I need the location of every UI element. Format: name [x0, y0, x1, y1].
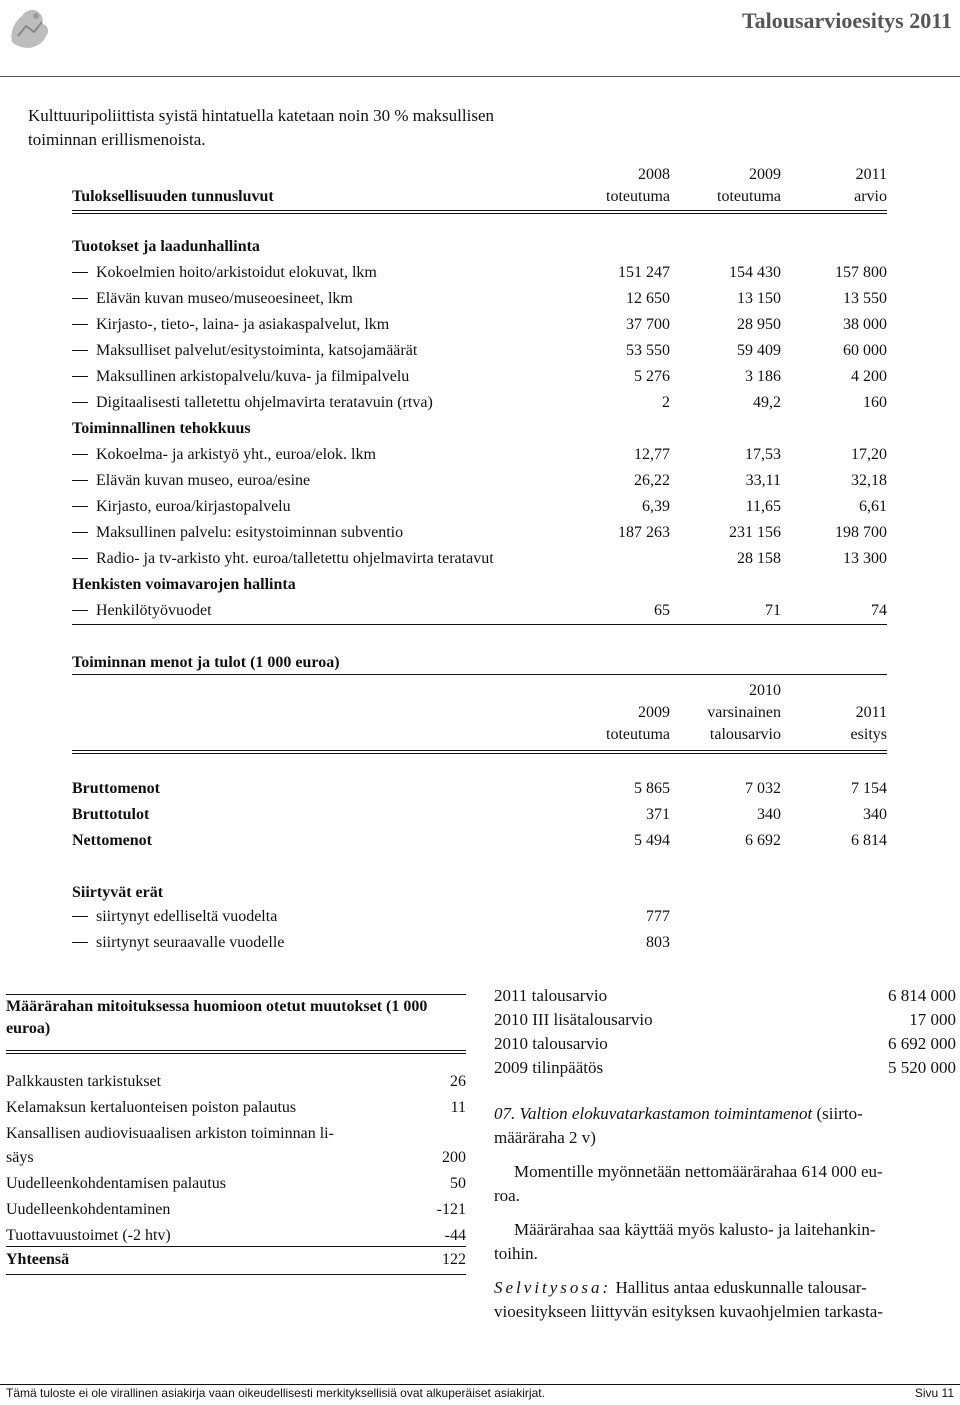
budget-row [494, 984, 956, 1008]
dash-marker [72, 298, 88, 299]
perf-row-value: 157 800 [835, 264, 887, 281]
item-p1-line2: roa. [494, 1186, 520, 1205]
perf-row-value: 187 263 [618, 524, 670, 541]
perf-col2-year: 2009 [749, 166, 781, 183]
change-row-label: Kansallisen audiovisuaalisen arkiston toiminnan li- [6, 1125, 334, 1142]
transfer-row [72, 930, 887, 956]
ops-row-value: 7 032 [745, 780, 781, 797]
item-paragraph-2 [494, 1218, 956, 1266]
perf-row-label-text: Maksulliset palvelut/esitystoiminta, katsojamäärät [96, 342, 418, 359]
perf-row-label [72, 520, 403, 546]
perf-row-value: 160 [863, 394, 887, 411]
perf-row-label-text: Kirjasto-, tieto-, laina- ja asiakaspalvelut, lkm [96, 316, 390, 333]
perf-row-value: 59 409 [737, 342, 781, 359]
budget-row-label: 2009 tilinpäätös [494, 1058, 604, 1077]
dash-marker [72, 480, 88, 481]
item-p3-label: Selvitysosa: [494, 1278, 612, 1297]
ops-row [72, 828, 887, 854]
perf-row-label [72, 234, 260, 260]
change-row [6, 1198, 466, 1222]
change-row-label: Uudelleenkohdentaminen [6, 1201, 171, 1218]
perf-row [72, 520, 887, 546]
perf-row [72, 338, 887, 364]
budget-row [494, 1032, 956, 1056]
change-row-label: Tuottavuustoimet (-2 htv) [6, 1227, 171, 1244]
changes-total-value: 122 [442, 1251, 466, 1268]
perf-row-value: 4 200 [851, 368, 887, 385]
item-paragraph-1 [494, 1160, 956, 1208]
perf-row-value: 13 150 [737, 290, 781, 307]
dash-marker [72, 350, 88, 351]
perf-row-value: 3 186 [745, 368, 781, 385]
perf-row-label [72, 442, 376, 468]
budget-row-label: 2010 talousarvio [494, 1034, 608, 1053]
perf-row-label-text: Elävän kuvan museo, euroa/esine [96, 472, 311, 489]
perf-header-rule-2 [72, 213, 887, 214]
item-p3-line2: vioesitykseen liittyvän esityksen kuvaohjelmien tarkasta- [494, 1302, 884, 1321]
transfers-title: Siirtyvät erät [72, 884, 164, 901]
ops-title-rule [72, 674, 887, 675]
ops-row [72, 776, 887, 802]
change-row-value: -44 [444, 1227, 466, 1244]
ops-row-label: Bruttotulot [72, 806, 150, 823]
perf-row-value: 2 [662, 394, 670, 411]
ops-header-rule [72, 750, 887, 751]
perf-row [72, 260, 887, 286]
transfer-row-label [72, 930, 284, 956]
perf-col1-year: 2008 [638, 166, 670, 183]
perf-row-value: 151 247 [618, 264, 670, 281]
dash-marker [72, 916, 88, 917]
transfer-rows [72, 904, 887, 956]
change-row-label: Kelamaksun kertaluonteisen poiston palautus [6, 1099, 297, 1116]
ops-col2-type2: talousarvio [709, 726, 781, 743]
perf-row-value: 17,53 [745, 446, 781, 463]
change-row [6, 1224, 466, 1248]
perf-row-value: 71 [765, 602, 781, 619]
perf-row [72, 494, 887, 520]
ops-col3-year: 2011 [855, 704, 887, 721]
dash-marker [72, 402, 88, 403]
changes-total-rule [6, 1246, 466, 1247]
perf-row-label-text: Digitaalisesti talletettu ohjelmavirta teratavuin (rtva) [96, 394, 433, 411]
perf-row-label-text: Kokoelmien hoito/arkistoidut elokuvat, lkm [96, 264, 377, 281]
perf-row-value: 5 276 [634, 368, 670, 385]
header-divider [0, 76, 960, 77]
item-heading-type-cont: määräraha 2 v) [494, 1128, 596, 1147]
perf-row-value: 17,20 [851, 446, 887, 463]
perf-row-label-text: Elävän kuvan museo/museoesineet, lkm [96, 290, 353, 307]
change-row [6, 1122, 466, 1170]
transfer-row-label-text: siirtynyt seuraavalle vuodelle [96, 934, 285, 951]
changes-header-rule-2 [6, 1053, 466, 1054]
perf-row-value: 33,11 [745, 472, 781, 489]
change-row-value: 50 [450, 1175, 466, 1192]
change-row [6, 1070, 466, 1094]
perf-col3-type: arvio [854, 188, 887, 205]
perf-row-value: 231 156 [729, 524, 781, 541]
ops-row-value: 5 494 [634, 832, 670, 849]
perf-col1-type: toteutuma [606, 188, 670, 205]
item-p3-line1: Hallitus antaa eduskunnalle talousar- [611, 1278, 867, 1297]
perf-row-value: 53 550 [626, 342, 670, 359]
ops-row [72, 802, 887, 828]
perf-row [72, 442, 887, 468]
ops-row-label: Bruttomenot [72, 780, 160, 797]
budget-row-label: 2011 talousarvio [494, 986, 608, 1005]
perf-row-label-text: Kokoelma- ja arkistyö yht., euroa/elok. lkm [96, 446, 376, 463]
ops-rows [72, 776, 887, 854]
change-row [6, 1172, 466, 1196]
ops-col2-type: varsinainen [707, 704, 781, 721]
lion-coat-of-arms-icon [4, 2, 56, 54]
perf-row-value: 12 650 [626, 290, 670, 307]
ops-row-value: 6 692 [745, 832, 781, 849]
ops-row-value: 6 814 [851, 832, 887, 849]
perf-row-value: 11,65 [745, 498, 781, 515]
perf-row-label-text: Maksullinen palvelu: esitystoiminnan subventio [96, 524, 404, 541]
change-row-value: -121 [436, 1201, 466, 1218]
budget-row-value: 5 520 000 [888, 1058, 956, 1077]
footer-note: Tämä tuloste ei ole virallinen asiakirja vaan oikeudellisesti merkityksellisiä ovat alkuperäiset asiakirjat. [6, 1386, 545, 1400]
perf-bottom-rule [72, 624, 887, 625]
transfer-row-label-text: siirtynyt edelliseltä vuodelta [96, 908, 278, 925]
perf-row-label [72, 546, 494, 572]
perf-row-label [72, 364, 409, 390]
perf-row-value: 154 430 [729, 264, 781, 281]
changes-total-label: Yhteensä [6, 1251, 70, 1268]
perf-row-value: 28 950 [737, 316, 781, 333]
changes-title: Määrärahan mitoituksessa huomioon otetut muutokset (1 000 euroa) [6, 998, 428, 1037]
perf-row-value: 26,22 [634, 472, 670, 489]
change-row-label: Uudelleenkohdentamisen palautus [6, 1175, 226, 1192]
perf-row-label [72, 572, 296, 598]
dash-marker [72, 558, 88, 559]
perf-row-value: 37 700 [626, 316, 670, 333]
perf-row-label-text: Toiminnallinen tehokkuus [72, 420, 251, 437]
perf-row-value: 12,77 [634, 446, 670, 463]
perf-row-label [72, 494, 291, 520]
perf-row-label [72, 598, 212, 624]
perf-row [72, 468, 887, 494]
dash-marker [72, 324, 88, 325]
ops-row-value: 340 [863, 806, 887, 823]
ops-col1-year: 2009 [638, 704, 670, 721]
perf-header-rule [72, 210, 887, 211]
perf-row-label [72, 390, 433, 416]
perf-row-label [72, 286, 353, 312]
budget-row-value: 17 000 [909, 1010, 956, 1029]
perf-row-value: 74 [871, 602, 887, 619]
ops-row-value: 371 [646, 806, 670, 823]
perf-row-label-text: Henkilötyövuodet [96, 602, 212, 619]
dash-marker [72, 272, 88, 273]
perf-row [72, 234, 887, 260]
dash-marker [72, 942, 88, 943]
item-heading-type: (siirto- [812, 1104, 863, 1123]
changes-header-rule [6, 1050, 466, 1051]
perf-row [72, 598, 887, 624]
budget-row-value: 6 814 000 [888, 986, 956, 1005]
change-row [6, 1096, 466, 1120]
item-p2-line2: toihin. [494, 1244, 538, 1263]
perf-row-label-text: Kirjasto, euroa/kirjastopalvelu [96, 498, 291, 515]
perf-row [72, 312, 887, 338]
transfer-row-value: 777 [646, 908, 670, 925]
perf-table-title: Tuloksellisuuden tunnusluvut [72, 188, 274, 205]
ops-row-value: 7 154 [851, 780, 887, 797]
change-row-label: Palkkausten tarkistukset [6, 1073, 162, 1090]
dash-marker [72, 610, 88, 611]
document-title: Talousarvioesitys 2011 [741, 8, 952, 33]
transfer-row [72, 904, 887, 930]
budget-row-value: 6 692 000 [888, 1034, 956, 1053]
changes-bottom-rule [6, 1274, 466, 1275]
item-paragraph-3 [494, 1276, 956, 1324]
perf-row-label-text: Maksullinen arkistopalvelu/kuva- ja filmipalvelu [96, 368, 410, 385]
item-p1-line1: Momentille myönnetään nettomäärärahaa 614 000 eu- [514, 1162, 883, 1181]
perf-col2-type: toteutuma [717, 188, 781, 205]
item-heading [494, 1102, 956, 1150]
changes-total-row [6, 1248, 466, 1272]
dash-marker [72, 532, 88, 533]
ops-col1-type: toteutuma [606, 726, 670, 743]
perf-row-label-text: Tuotokset ja laadunhallinta [72, 238, 260, 255]
page-number: Sivu 11 [914, 1386, 954, 1400]
perf-row-label [72, 468, 310, 494]
perf-row [72, 364, 887, 390]
perf-row-label [72, 416, 251, 442]
perf-row-label [72, 312, 389, 338]
perf-row-value: 6,39 [642, 498, 670, 515]
perf-row-value: 6,61 [859, 498, 887, 515]
perf-row-label [72, 260, 377, 286]
perf-row [72, 546, 887, 572]
footer-divider [0, 1384, 960, 1385]
intro-paragraph: Kulttuuripoliittista syistä hintatuella katetaan noin 30 % maksullisen toiminnan erillismenoista. [28, 106, 495, 149]
perf-row-label-text: Radio- ja tv-arkisto yht. euroa/talletettu ohjelmavirta teratavut [96, 550, 494, 567]
perf-row [72, 286, 887, 312]
ops-col3-type: esitys [850, 726, 887, 743]
perf-row-value: 38 000 [843, 316, 887, 333]
perf-row-value: 13 550 [843, 290, 887, 307]
ops-row-value: 5 865 [634, 780, 670, 797]
perf-row-value: 198 700 [835, 524, 887, 541]
item-p2-line1: Määrärahaa saa käyttää myös kalusto- ja laitehankin- [514, 1220, 876, 1239]
dash-marker [72, 454, 88, 455]
perf-row-value: 65 [654, 602, 670, 619]
ops-row-value: 340 [757, 806, 781, 823]
ops-col2-year: 2010 [749, 682, 781, 699]
budget-row [494, 1008, 956, 1032]
perf-row-label [72, 338, 417, 364]
dash-marker [72, 506, 88, 507]
perf-row-label-text: Henkisten voimavarojen hallinta [72, 576, 296, 593]
perf-row [72, 416, 887, 442]
budget-row [494, 1056, 956, 1080]
perf-row-value: 28 158 [737, 550, 781, 567]
change-row-value: 26 [450, 1073, 466, 1090]
transfer-row-value: 803 [646, 934, 670, 951]
change-row-label-cont: säys [6, 1149, 34, 1166]
ops-table-title: Toiminnan menot ja tulot (1 000 euroa) [72, 654, 340, 671]
perf-row-value: 60 000 [843, 342, 887, 359]
ops-header-rule-2 [72, 753, 887, 754]
changes-top-rule [6, 994, 466, 995]
perf-row-value: 49,2 [753, 394, 781, 411]
perf-row [72, 390, 887, 416]
dash-marker [72, 376, 88, 377]
budget-row-label: 2010 III lisätalousarvio [494, 1010, 653, 1029]
item-heading-title: 07. Valtion elokuvatarkastamon toimintamenot [494, 1104, 813, 1123]
change-row-value: 11 [450, 1099, 466, 1116]
change-row-value: 200 [442, 1149, 466, 1166]
perf-col3-year: 2011 [855, 166, 887, 183]
transfer-row-label [72, 904, 277, 930]
ops-row-label: Nettomenot [72, 832, 152, 849]
perf-row-value: 32,18 [851, 472, 887, 489]
perf-rows [72, 234, 887, 624]
perf-row [72, 572, 887, 598]
perf-row-value: 13 300 [843, 550, 887, 567]
